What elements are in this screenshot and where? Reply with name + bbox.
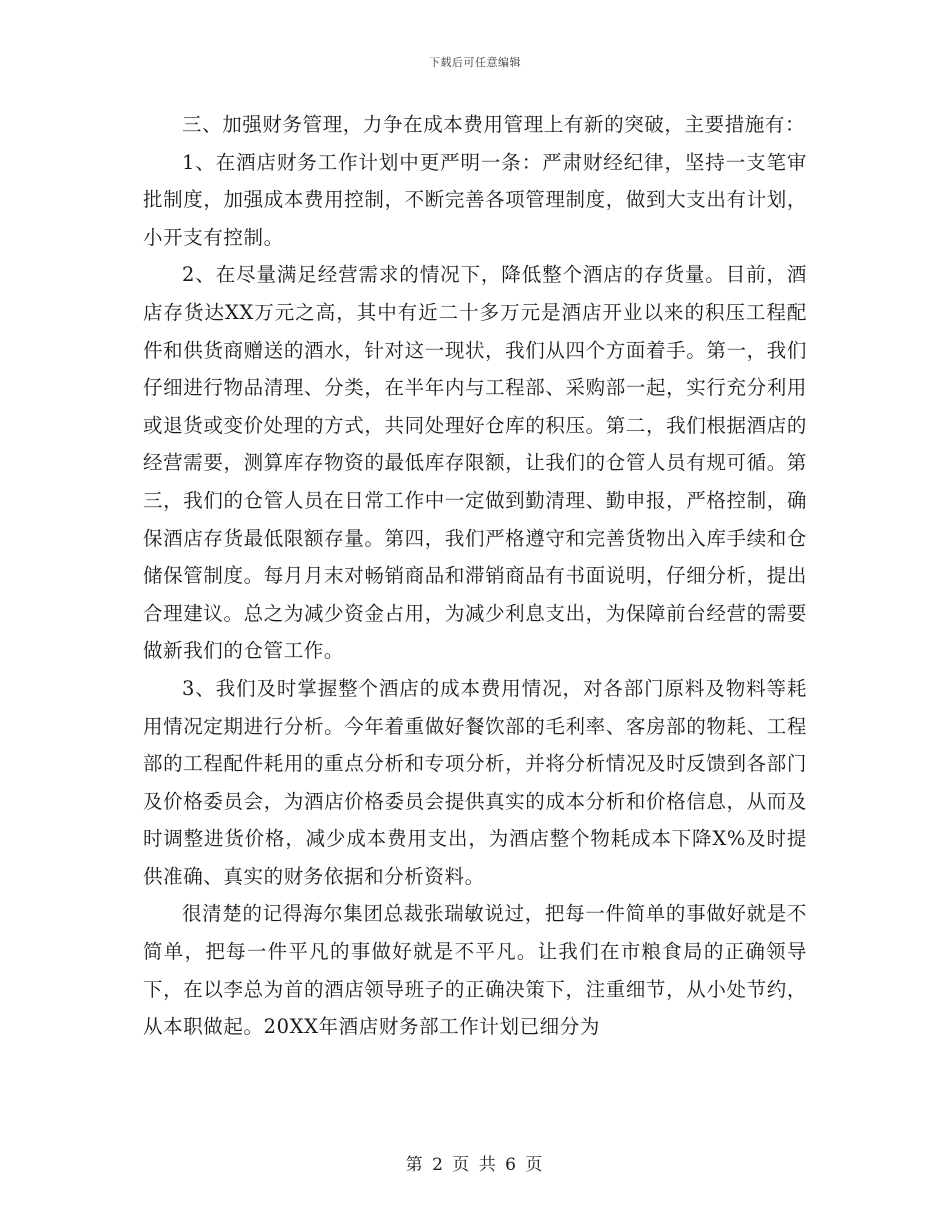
paragraph-item-three: 3、我们及时掌握整个酒店的成本费用情况，对各部门原料及物料等耗用情况定期进行分析。今年着重做好餐饮部的毛利率、客房部的物耗、工程部的工程配件耗用的重点分析和专项分析，并将分析情况及时反馈到各部门及价格委员会，为酒店价格委员会提供真实的成本分析和价格信息，从而及时调整进货价格，减少成本费用支出，为酒店整个物耗成本下降X%及时提供准确、真实的财务依据和分析资料。 (143, 676, 807, 888)
paragraph-section-three: 三、加强财务管理，力争在成本费用管理上有新的突破，主要措施有： (182, 113, 806, 136)
page-header: 下载后可任意编辑 (429, 56, 521, 69)
document-body (143, 106, 807, 1046)
paragraph-item-one: 1、在酒店财务工作计划中更严明一条：严肃财经纪律，坚持一支笔审批制度，加强成本费用控制，不断完善各项管理制度，做到大支出有计划，小开支有控制。 (143, 150, 807, 249)
page-number-footer: 第 2 页 共 6 页 (405, 1155, 545, 1175)
paragraph-item-two: 2、在尽量满足经营需求的情况下，降低整个酒店的存货量。目前，酒店存货达XX万元之高，其中有近二十多万元是酒店开业以来的积压工程配件和供货商赠送的酒水，针对这一现状，我们从四个方面着手。第一，我们仔细进行物品清理、分类，在半年内与工程部、采购部一起，实行充分利用或退货或变价处理的方式，共同处理好仓库的积压。第二，我们根据酒店的经营需要，测算库存物资的最低库存限额，让我们的仓管人员有规可循。第三，我们的仓管人员在日常工作中一定做到勤清理、勤申报，严格控制，确保酒店存货最低限额存量。第四，我们严格遵守和完善货物出入库手续和仓储保管制度。每月月末对畅销商品和滞销商品有书面说明，仔细分析，提出合理建议。总之为减少资金占用，为减少利息支出，为保障前台经营的需要做新我们的仓管工作。 (143, 263, 807, 663)
paragraph-closing: 很清楚的记得海尔集团总裁张瑞敏说过，把每一件简单的事做好就是不简单，把每一件平凡的事做好就是不平凡。让我们在市粮食局的正确领导下，在以李总为首的酒店领导班子的正确决策下，注重细节，从小处节约，从本职做起。20XX年酒店财务部工作计划已细分为 (143, 902, 807, 1039)
